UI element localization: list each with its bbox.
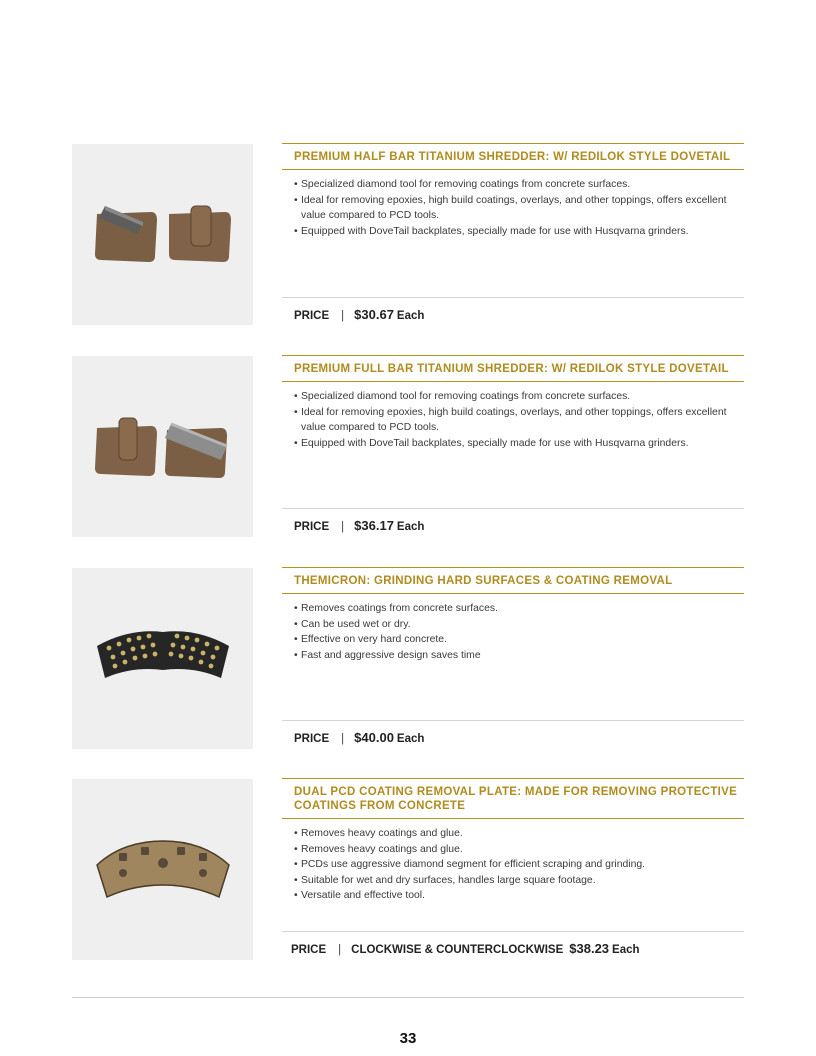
- half-bar-shredder-image: [93, 200, 233, 270]
- feature-item: • Equipped with DoveTail backplates, specially made for use with Husqvarna grinders.: [294, 224, 744, 240]
- price-unit: Each: [396, 310, 425, 322]
- feature-item: • Equipped with DoveTail backplates, specially made for use with Husqvarna grinders.: [294, 436, 744, 452]
- feature-item: • PCDs use aggressive diamond segment for efficient scraping and grinding.: [294, 857, 744, 873]
- price-separator: |: [341, 521, 345, 533]
- feature-item: • Suitable for wet and dry surfaces, handles large square footage.: [294, 873, 744, 889]
- price-qualifier: CLOCKWISE & COUNTERCLOCKWISE: [351, 944, 564, 956]
- product-info: [282, 778, 744, 959]
- feature-item: • Ideal for removing epoxies, high build coatings, overlays, and other toppings, offers excellent value compared to PCD tools.: [294, 405, 744, 436]
- price-separator: |: [341, 310, 345, 322]
- price-value: $30.67: [354, 307, 394, 322]
- feature-item: • Effective on very hard concrete.: [294, 632, 744, 648]
- feature-item: • Specialized diamond tool for removing coatings from concrete surfaces.: [294, 389, 744, 405]
- price-value: $40.00: [354, 730, 394, 745]
- product-info: [282, 143, 744, 324]
- price-value: $36.17: [354, 518, 394, 533]
- price-value: $38.23: [569, 941, 610, 956]
- feature-item: • Specialized diamond tool for removing coatings from concrete surfaces.: [294, 177, 744, 193]
- price-row: [282, 297, 744, 322]
- feature-list: [282, 389, 744, 451]
- product-info: [282, 355, 744, 536]
- feature-list: [282, 177, 744, 239]
- price-label: PRICE: [294, 733, 330, 745]
- feature-list: [282, 826, 744, 904]
- product-image: [72, 779, 253, 960]
- product-title: PREMIUM HALF BAR TITANIUM SHREDDER: W/ REDILOK STYLE DOVETAIL: [294, 151, 731, 163]
- feature-item: • Removes coatings from concrete surfaces.: [294, 601, 744, 617]
- price-row: [282, 931, 744, 956]
- product-title: DUAL PCD COATING REMOVAL PLATE: MADE FOR REMOVING PROTECTIVE COATINGS FROM CONCRETE: [294, 786, 738, 812]
- feature-item: • Removes heavy coatings and glue.: [294, 826, 744, 842]
- price-unit: Each: [612, 944, 640, 956]
- themicron-tool-image: [93, 624, 233, 694]
- page-number: 33: [399, 1030, 417, 1047]
- product-title: PREMIUM FULL BAR TITANIUM SHREDDER: W/ REDILOK STYLE DOVETAIL: [294, 363, 729, 375]
- product-info: [282, 567, 744, 748]
- price-label: PRICE: [291, 944, 327, 956]
- full-bar-shredder-image: [93, 412, 233, 482]
- feature-item: • Removes heavy coatings and glue.: [294, 842, 744, 858]
- price-separator: |: [341, 733, 345, 745]
- product-title-bar: [282, 143, 744, 170]
- feature-item: • Can be used wet or dry.: [294, 617, 744, 633]
- product-title-bar: [282, 355, 744, 382]
- price-unit: Each: [396, 733, 425, 745]
- product-title: THEMICRON: GRINDING HARD SURFACES & COATING REMOVAL: [294, 575, 673, 587]
- product-image: [72, 568, 253, 749]
- dual-pcd-plate-image: [93, 835, 233, 905]
- price-unit: Each: [396, 521, 425, 533]
- product-image: [72, 144, 253, 325]
- price-label: PRICE: [294, 310, 330, 322]
- product-image: [72, 356, 253, 537]
- price-separator: |: [338, 944, 342, 956]
- price-label: PRICE: [294, 521, 330, 533]
- feature-list: [282, 601, 744, 663]
- footer-divider: [72, 997, 744, 998]
- feature-item: • Ideal for removing epoxies, high build coatings, overlays, and other toppings, offers excellent value compared to PCD tools.: [294, 193, 744, 224]
- feature-item: • Versatile and effective tool.: [294, 888, 744, 904]
- product-title-bar: [282, 567, 744, 594]
- price-row: [282, 508, 744, 533]
- product-title-bar: [282, 778, 744, 819]
- feature-item: • Fast and aggressive design saves time: [294, 648, 744, 664]
- price-row: [282, 720, 744, 745]
